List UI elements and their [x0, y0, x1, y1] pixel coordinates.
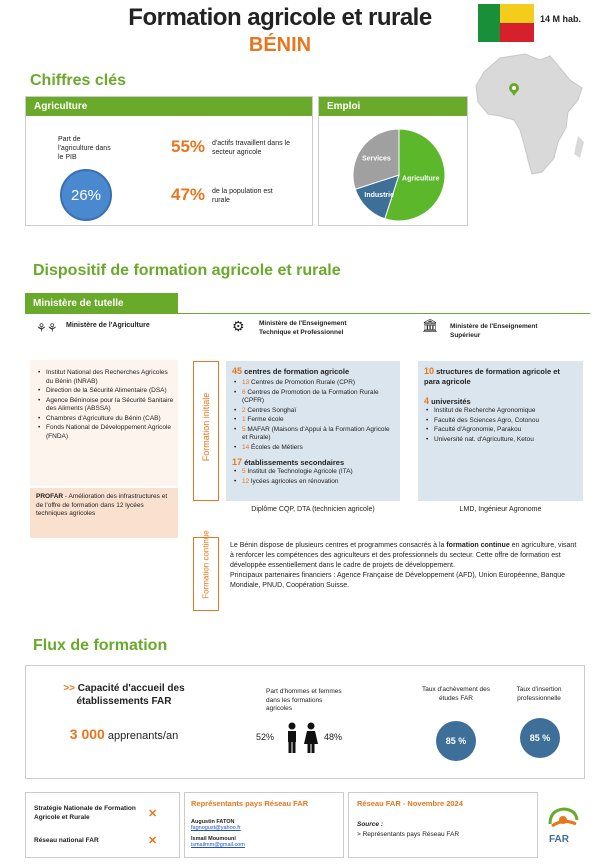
list-item — [232, 379, 394, 388]
strat-cross-icon: ✕ — [148, 808, 158, 820]
tutelle-label: Ministère de tutelle — [25, 293, 178, 313]
list-item-text: Centres Songhaï — [245, 406, 297, 414]
reseau-cross-icon: ✕ — [148, 835, 158, 847]
list-item-count: 6 — [242, 388, 246, 396]
res-title: Réseau FAR - Novembre 2024 — [357, 799, 463, 808]
list-item-text: Ferme école — [245, 416, 284, 423]
profar-panel — [30, 488, 178, 538]
sup-struct-count: 10 — [424, 366, 435, 376]
formation-continue-box — [193, 530, 219, 611]
dispositif-heading: Dispositif de formation agricole et rurale — [33, 262, 341, 279]
list-item-count: 5 — [242, 468, 246, 475]
list-item: • Agence Béninoise pour la Sécurité Sanitaire des Aliments (ABSSA) — [36, 397, 174, 414]
capacite-value: 3 000 — [69, 726, 105, 742]
rep2-mail[interactable]: ismailmm@gmail.com — [191, 842, 245, 848]
plant-icon: ⚘⚘ — [36, 321, 58, 335]
flux-heading: Flux de formation — [33, 637, 168, 654]
far-logo-text: FAR — [549, 834, 569, 845]
pib-circle: 26% — [60, 169, 112, 221]
profar-bold: PROFAR — [36, 493, 64, 500]
list-item — [232, 478, 394, 487]
stat1-value: 55% — [171, 137, 206, 156]
list-item-text: Centres de Promotion Rurale (CPR) — [249, 379, 356, 386]
insert-circle: 85 % — [520, 718, 560, 758]
tutelle-divider — [25, 313, 590, 314]
rep1-name: Augustin FATON — [191, 819, 235, 825]
min-etp-label: Ministère de l'Enseignement Technique et Professionnel — [259, 320, 347, 336]
footer-res-panel — [348, 792, 538, 858]
achev-circle: 85 % — [436, 721, 476, 761]
list-item-text: MAFAR (Maisons d'Appui à la Formation Agricole et Rurale) — [242, 425, 390, 441]
sup-struct-label: structures de formation agricole et para agricole — [424, 367, 560, 386]
continue-p2: Principaux partenaires financiers : Agence Française de Développement (AFD), Union Européenne, Banque Mondiale, PNUD, Coopération Suisse. — [230, 572, 566, 589]
formation-continue-label: Formation continue — [201, 530, 211, 599]
hommes-value: 52% — [256, 732, 275, 742]
list-item: • Chambres d'Agriculture du Bénin (CAB) — [36, 415, 174, 424]
emploi-panel — [318, 96, 468, 226]
sup-list — [424, 407, 577, 444]
agri-list — [30, 360, 178, 441]
emploi-label: Emploi — [319, 97, 467, 116]
stat2-label: de la population est rurale — [212, 188, 273, 204]
source-text: > Représentants pays Réseau FAR — [357, 831, 460, 838]
list-item: • Institut de Recherche Agronomique — [424, 407, 577, 416]
etp-centres-list — [232, 379, 394, 452]
continue-p1b: formation continue — [446, 542, 510, 549]
continue-text — [230, 541, 580, 591]
chiffres-heading: Chiffres clés — [30, 72, 127, 89]
etp-panel — [226, 361, 400, 501]
formation-initiale-label: Formation initiale — [201, 392, 211, 462]
list-item-count: 5 — [242, 425, 246, 433]
etp-etab-list — [232, 468, 394, 486]
rep-title: Représentants pays Réseau FAR — [191, 799, 309, 808]
list-item-count: 13 — [242, 379, 250, 386]
formation-initiale-box — [193, 361, 219, 501]
man-woman-icon — [282, 722, 322, 754]
list-item-count: 14 — [242, 443, 250, 451]
page-title: Formation agricole et rurale — [128, 4, 432, 31]
etp-etab-label: établissements secondaires — [242, 458, 345, 467]
capacite-value-block — [54, 726, 194, 742]
sup-panel — [418, 361, 583, 501]
etp-centres-count: 45 — [232, 366, 243, 376]
agriculture-label: Agriculture — [26, 97, 312, 116]
stat1-label: d'actifs travaillent dans le secteur agricole — [212, 140, 290, 156]
footer-rep-panel — [184, 792, 344, 858]
population: 14 M hab. — [540, 14, 582, 24]
benin-flag-icon — [478, 4, 534, 42]
etp-etab-count: 17 — [232, 457, 243, 467]
school-icon: 🏛 — [422, 318, 439, 333]
list-item: • Université nat. d'Agriculture, Ketou — [424, 436, 577, 445]
rep2-name: Ismail Moumouni — [191, 836, 236, 842]
sup-diplome: LMD, Ingénieur Agronome — [459, 506, 542, 513]
list-item: • Faculté d'Agronomie, Parakou — [424, 426, 577, 435]
gear-icon: ⚙ — [232, 318, 245, 334]
stat2-value: 47% — [171, 185, 206, 204]
pie-label-agriculture: Agriculture — [402, 175, 440, 183]
list-item — [232, 444, 394, 453]
capacite-prefix: >> — [63, 683, 76, 694]
list-item-count: 12 — [242, 477, 250, 485]
flux-panel — [25, 665, 585, 779]
continue-p1c: en agriculture, visant à renforcer les compétences des agriculteurs et des professionnels du secteur. Cette offre de formation est développée essentiellement dans le cadre de projets de développement. — [230, 542, 577, 569]
insert-label: Taux d'insertion professionnelle — [516, 686, 562, 702]
capacite-label-block — [54, 682, 194, 708]
genre-label: Part d'hommes et femmes dans les formations agricoles — [266, 688, 342, 712]
list-item: • Fonds National de Développement Agricole (FNDA) — [36, 424, 174, 441]
africa-map-icon — [470, 50, 588, 182]
pib-label: Part de l'agriculture dans le PIB — [58, 136, 111, 161]
rep1-mail[interactable]: fagnogust@yahoo.fr — [191, 825, 241, 831]
source-label: Source : — [357, 821, 384, 828]
femmes-value: 48% — [324, 732, 343, 742]
min-agri-label: Ministère de l'Agriculture — [66, 322, 150, 329]
list-item — [232, 468, 394, 477]
capacite-unit: apprenants/an — [104, 730, 179, 742]
sup-univ-label: universités — [429, 397, 471, 406]
agri-list-panel — [30, 360, 178, 486]
achev-label: Taux d'achèvement des études FAR — [421, 686, 491, 702]
reseau-label: Réseau national FAR — [34, 837, 99, 844]
list-item — [232, 426, 394, 443]
list-item-text: Institut de Technologie Agricole (ITA) — [245, 468, 353, 475]
country-name: BÉNIN — [248, 34, 312, 56]
list-item-count: 1 — [242, 416, 246, 423]
strat-label: Stratégie Nationale de Formation Agricole et Rurale — [34, 805, 136, 821]
list-item: • Direction de la Sécurité Alimentaire (DSA) — [36, 387, 174, 396]
etp-diplome: Diplôme CQP, DTA (technicien agricole) — [251, 506, 375, 513]
list-item: • Institut National des Recherches Agricoles du Bénin (INRAB) — [36, 369, 174, 386]
list-item: • Faculté des Sciences Agro, Cotonou — [424, 417, 577, 426]
far-logo-icon — [546, 806, 580, 836]
list-item — [232, 407, 394, 416]
profar-text: - Amélioration des infrastructures et de l'offre de formation dans 12 lycées techniques agricoles — [36, 493, 168, 517]
list-item — [232, 416, 394, 425]
emploi-pie-chart — [349, 125, 449, 225]
pie-label-services: Services — [361, 155, 391, 163]
min-sup-label: Ministère de l'Enseignement Supérieur — [450, 323, 538, 339]
pie-label-industrie: Industrie — [364, 191, 394, 199]
agriculture-panel — [25, 96, 313, 226]
list-item-count: 2 — [242, 406, 246, 414]
list-item-text: Centres de Promotion de la Formation Rurale (CPFR) — [242, 388, 379, 404]
etp-centres-label: centres de formation agricole — [242, 367, 350, 376]
sup-univ-count: 4 — [424, 396, 430, 406]
footer-strat-panel — [25, 792, 180, 858]
continue-p1a: Le Bénin dispose de plusieurs centres et programmes consacrés à la — [230, 542, 447, 549]
list-item-text: Écoles de Métiers — [249, 443, 303, 451]
capacite-label: Capacité d'accueil des établissements FAR — [76, 683, 185, 707]
list-item — [232, 389, 394, 406]
list-item-text: lycées agricoles en rénovation — [249, 477, 339, 485]
